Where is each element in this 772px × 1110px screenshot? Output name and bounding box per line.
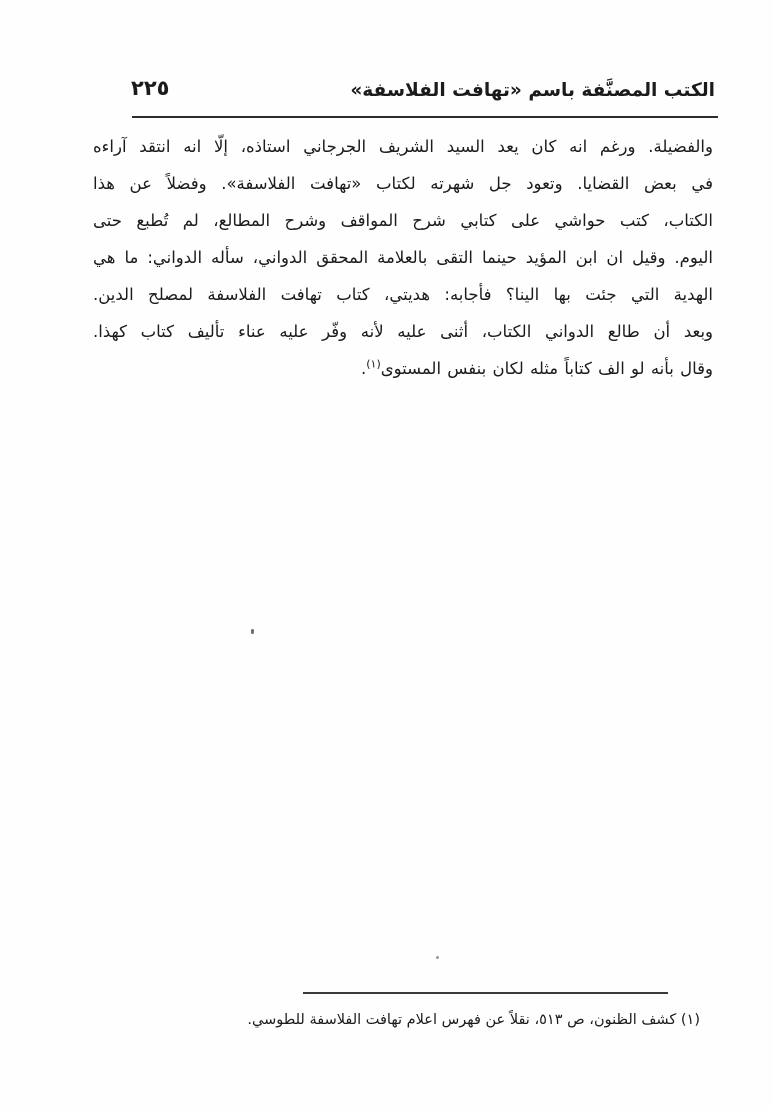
body-line-text: وقال بأنه لو الف كتاباً مثله لكان بنفس المستوى: [380, 359, 713, 378]
footnote-divider: [303, 992, 668, 994]
body-line: اليوم. وقيل ان ابن المؤيد حينما التقى بالعلامة المحقق الدواني، سأله الدواني: ما هي: [93, 248, 713, 267]
footnote-reference-marker: (١): [366, 357, 381, 371]
body-line: وبعد أن طالع الدواني الكتاب، أثنى عليه لأنه وفّر عليه عناء تأليف كتاب كهذا.: [93, 322, 713, 341]
footnote-text: (١) كشف الظنون، ص ٥١٣، نقلاً عن فهرس اعلام تهافت الفلاسفة للطوسي.: [247, 1012, 700, 1028]
sentence-period: .: [360, 359, 367, 378]
scan-speck: [251, 629, 254, 634]
body-line: الهدية التي جئت بها الينا؟ فأجابه: هديتي، كتاب تهافت الفلاسفة لمصلح الدين.: [93, 285, 713, 304]
page-title: الكتب المصنَّفة باسم «تهافت الفلاسفة»: [350, 80, 715, 101]
body-line-last: [93, 350, 713, 387]
page-number: ٢٢٥: [131, 76, 170, 100]
header-divider: [132, 116, 718, 118]
body-paragraph: [93, 128, 713, 387]
body-line: في بعض القضايا. وتعود جل شهرته لكتاب «تهافت الفلاسفة». وفضلاً عن هذا: [93, 174, 713, 193]
body-line: الكتاب، كتب حواشي على كتابي شرح المواقف وشرح المطالع، لم تُطبع حتى: [93, 211, 713, 230]
scan-speck: [436, 956, 439, 959]
body-line: والفضيلة. ورغم انه كان يعد السيد الشريف الجرجاني استاذه، إلّا انه انتقد آراءه: [93, 137, 713, 156]
